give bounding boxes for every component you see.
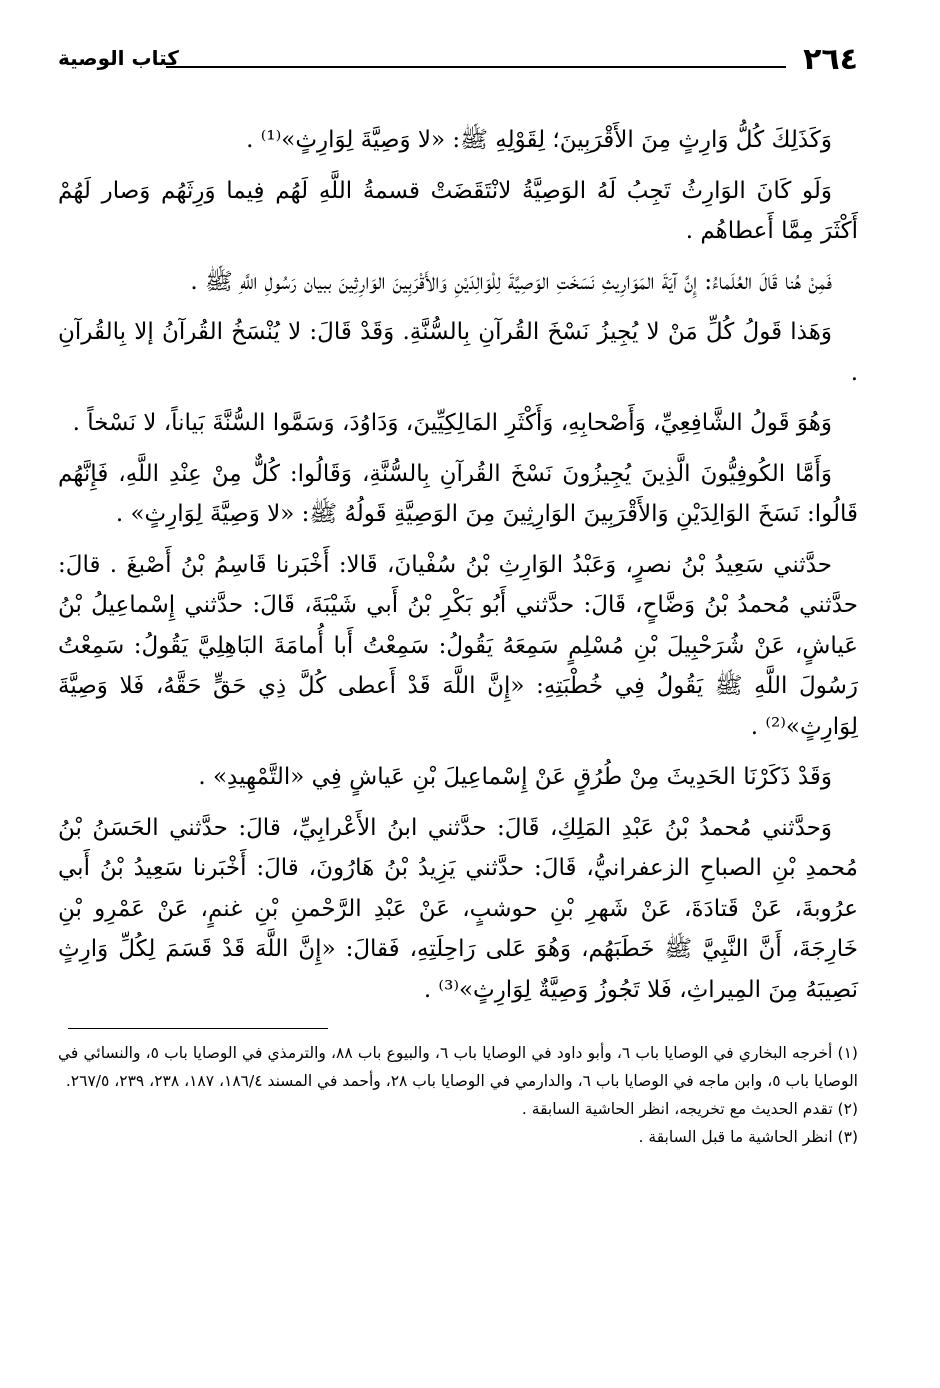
footnote-divider <box>68 1028 328 1029</box>
paragraph: فَمِنْ هُنا قَالَ العُلَماءُ: إِنَّ آيَةَ المَوَارِيثِ نَسَخَتِ الوَصِيَّةَ لِلْوَالِدَيْنِ وَالأَقْرَبِينَ الوَارِثِينَ ببيان رَسُولِ اللَّهِ ﷺ . <box>190 268 832 295</box>
book-page <box>58 40 858 1151</box>
page-number: ٢٦٤ <box>803 42 858 77</box>
running-title: كتاب الوصية <box>58 46 179 70</box>
paragraph: وَهُوَ قَولُ الشَّافِعِيِّ، وَأَصْحابِهِ، وَأَكْثَرِ المَالِكِيِّينَ، وَدَاوُدَ، وَسَمَّوا السُّنَّةَ بَياناً، لا نَسْخاً . <box>72 410 832 436</box>
paragraph: وَلَو كَانَ الوَارِثُ تَجِبُ لَهُ الوَصِيَّةُ لانْتَقَضَتْ قسمةُ اللَّهِ لَهُم فِيما وَرِثَهُم وَصار لَهُمْ أَكْثَرَ مِمَّا أَعطاهُم . <box>58 177 858 244</box>
footnotes <box>58 1039 858 1151</box>
paragraph: وَحدَّثني مُحمدُ بْنُ عَبْدِ المَلِكِ، قَالَ: حدَّثني ابنُ الأَعْرابِيِّ، قالَ: حدَّثني الحَسَنُ بْنُ مُحمدِ بْنِ الصباحِ الزعفرانيُّ، قَالَ: حدَّثني يَزِيدُ بْنُ هَارُونَ، قالَ: أَخْبَرنا سَعِيدُ بْنُ أَبي عرُوبةَ، عَنْ قَتادَةَ، عَنْ شَهرِ بْنِ حوشبٍ، عَنْ عَبْدِ الرَّحْمنِ بْنِ غنمٍ، عَنْ عَمْرِو بْنِ خَارِجَةَ، أَنَّ النَّبِيَّ ﷺ خَطَبَهُم، وَهُوَ عَلى رَاحِلَتِهِ، فَقالَ: «إِنَّ اللَّهَ قَدْ قَسَمَ لِكُلِّ وَارِثٍ نَصِيبَهُ مِنَ المِيراثِ، فَلا تَجُوزُ وَصِيَّةٌ لِوَارِثٍ»⁽³⁾ . <box>58 814 858 1003</box>
footnote: (٣) انظر الحاشية ما قبل السابقة . <box>638 1128 858 1146</box>
paragraph: وَكَذَلِكَ كُلُّ وَارِثٍ مِنَ الأَقْرَبِينَ؛ لِقَوْلِهِ ﷺ: «لا وَصِيَّةَ لِوَارِثٍ»⁽¹⁾ . <box>246 127 832 153</box>
paragraph: حدَّثني سَعِيدُ بْنُ نصرٍ، وَعَبْدُ الوَارِثِ بْنُ سُفْيانَ، قَالا: أَخْبَرنا قَاسِمُ بْنُ أَصْبغَ . قالَ: حدَّثني مُحمدُ بْنُ وَضَّاحٍ، قَالَ: حدَّثني أَبُو بَكْرِ بْنُ أَبي شَيْبَةَ، قَالَ: حدَّثني إِسْماعِيلُ بْنُ عَياشٍ، عَنْ شُرَحْبِيلَ بْنِ مُسْلِمٍ سَمِعَهُ يَقُولُ: سَمِعْتُ أَبا أُمامَةَ البَاهِلِيَّ يَقُولُ: سَمِعْتُ رَسُولَ اللَّهِ ﷺ يَقُولُ فِي خُطْبَتِهِ: «إِنَّ اللَّهَ قَدْ أَعطى كُلَّ ذِي حَقٍّ حَقَّهُ، فَلا وَصِيَّةَ لِوَارِثٍ»⁽²⁾ . <box>58 551 858 740</box>
footnote: (٢) تقدم الحديث مع تخريجه، انظر الحاشية السابقة . <box>521 1100 858 1118</box>
paragraph: وَقَدْ ذَكَرْنَا الحَدِيثَ مِنْ طُرُقٍ عَنْ إِسْماعِيلَ بْنِ عَياشٍ فِي «التَّمْهِيدِ» . <box>198 764 832 790</box>
footnote: (١) أخرجه البخاري في الوصايا باب ٦، وأبو داود في الوصايا باب ٦، والبيوع باب ٨٨، والترمذي في الوصايا باب ٥، والنسائي في الوصايا باب ٥، وابن ماجه في الوصايا باب ٦، والدارمي في الوصايا باب ٢٨، وأحمد في المسند ١٨٦/٤، ١٨٧، ٢٣٨، ٢٣٩، ٢٦٧/٥. <box>58 1044 858 1090</box>
paragraph: وَهَذا قَولُ كُلِّ مَنْ لا يُجِيزُ نَسْخَ القُرآنِ بِالسُّنَّةِ. وَقَدْ قَالَ: لا يُنْسَخُ القُرآنُ إلا بِالقُرآنِ . <box>58 319 858 386</box>
header-rule <box>166 66 786 68</box>
paragraph: وَأَمَّا الكُوفِيُّونَ الَّذِينَ يُجِيزُونَ نَسْخَ القُرآنِ بِالسُّنَّةِ، وَقَالُوا: كُلٌّ مِنْ عِنْدِ اللَّهِ، فَإِنَّهُم قَالُوا: نَسَخَ الوَالِدَيْنِ وَالأَقْرَبِينَ الوَارِثِينَ مِنَ الوَصِيَّةِ قَولُهُ ﷺ: «لا وَصِيَّةَ لِوَارِثٍ» . <box>58 460 858 527</box>
page-header <box>58 40 858 78</box>
main-text <box>58 120 858 1010</box>
